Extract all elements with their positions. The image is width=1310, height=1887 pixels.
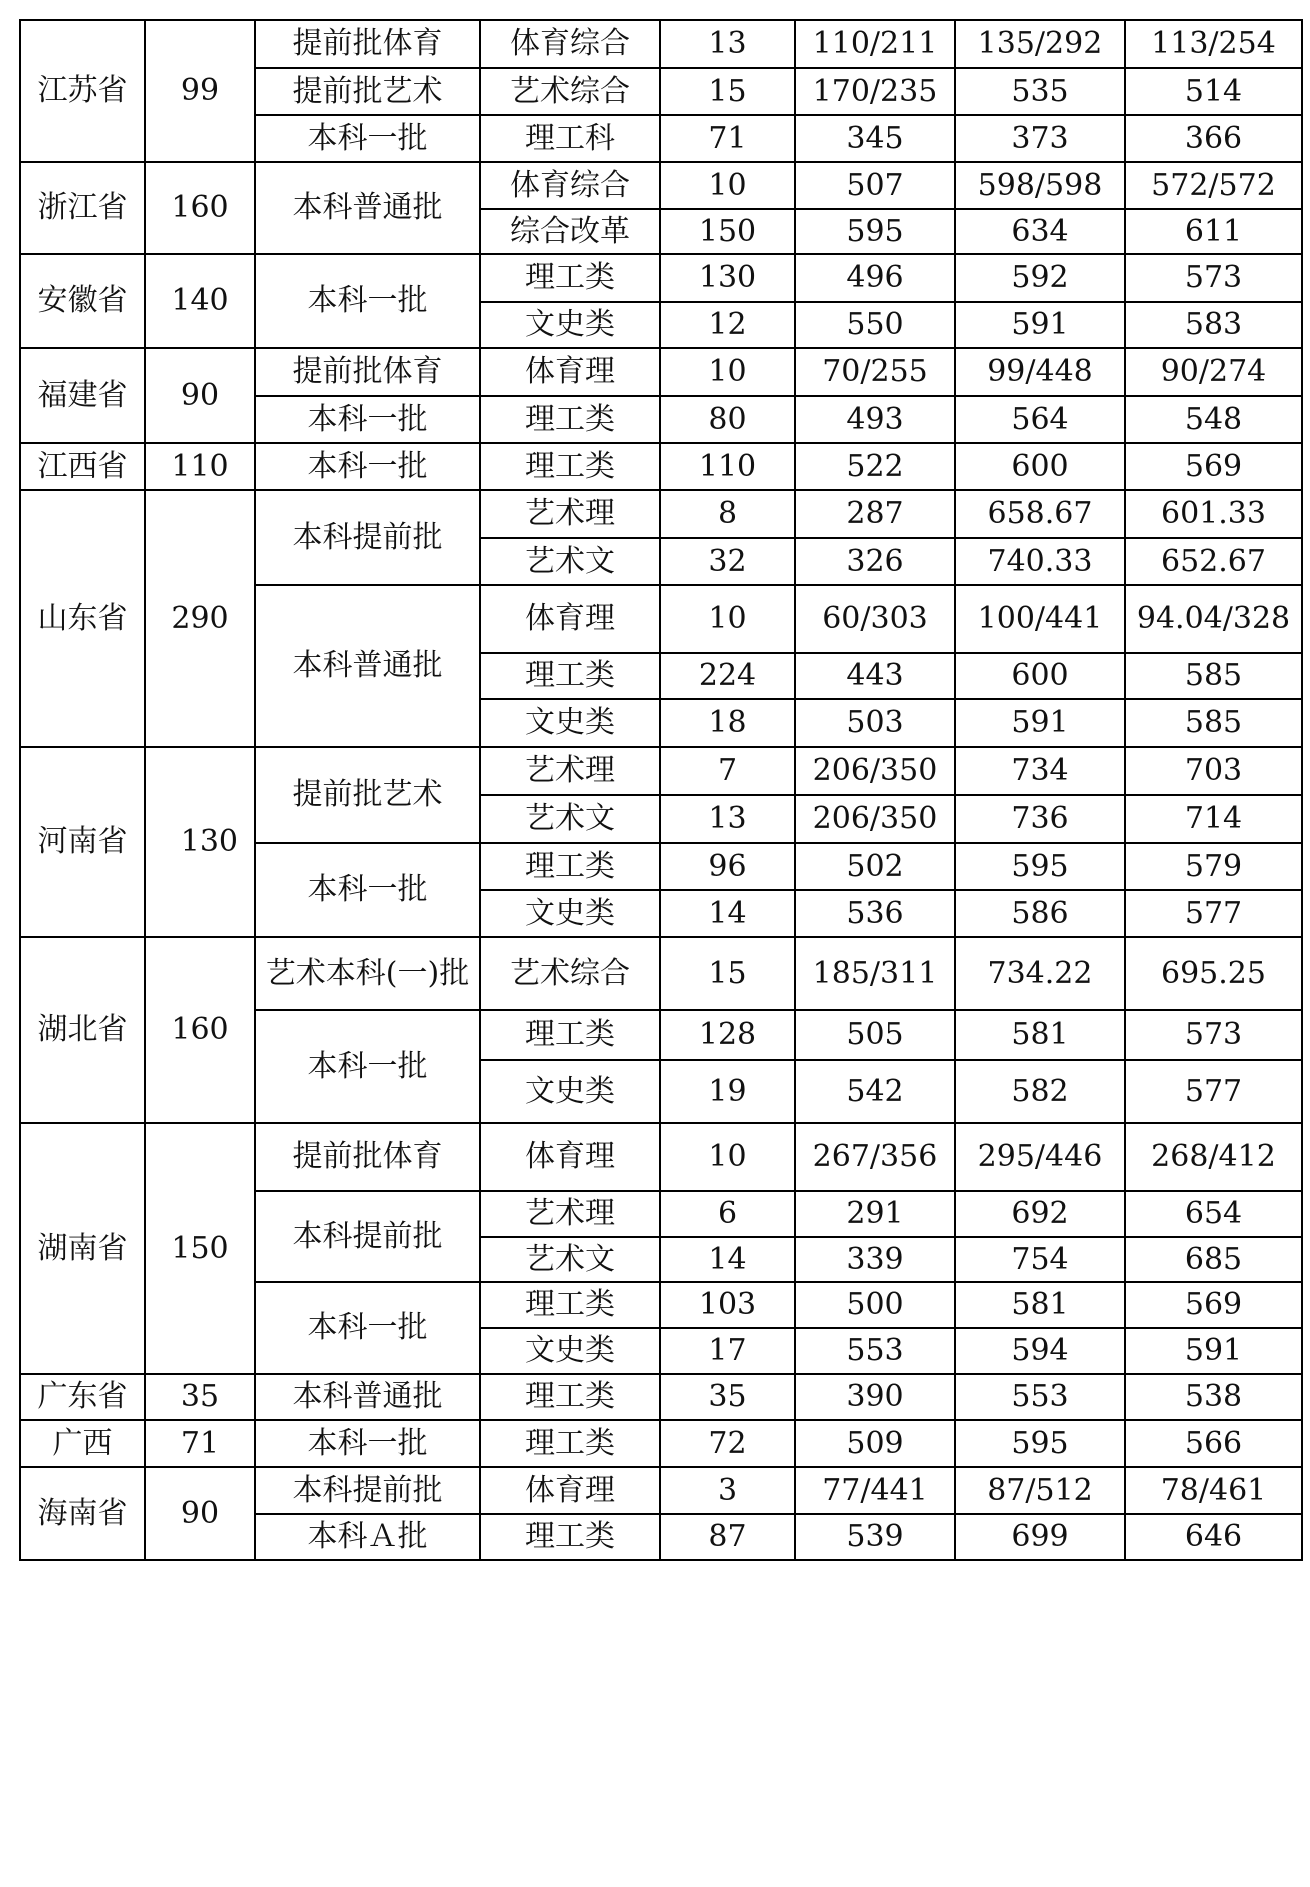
batch-cell: 本科一批: [255, 443, 480, 490]
avg-score-cell: 654: [1125, 1191, 1302, 1237]
max-score-cell: 594: [955, 1328, 1125, 1374]
max-score-cell: 135/292: [955, 20, 1125, 68]
max-score-cell: 591: [955, 699, 1125, 747]
avg-score-cell: 538: [1125, 1374, 1302, 1420]
min-score-cell: 505: [795, 1010, 955, 1060]
max-score-cell: 734: [955, 747, 1125, 795]
category-cell: 文史类: [480, 699, 660, 747]
category-cell: 体育理: [480, 1123, 660, 1191]
plan-count-cell: 13: [660, 795, 795, 843]
quota-cell: 90: [145, 1467, 255, 1560]
avg-score-cell: 583: [1125, 302, 1302, 348]
avg-score-cell: 572/572: [1125, 162, 1302, 209]
avg-score-cell: 695.25: [1125, 937, 1302, 1010]
max-score-cell: 591: [955, 302, 1125, 348]
avg-score-cell: 90/274: [1125, 348, 1302, 396]
plan-count-cell: 3: [660, 1467, 795, 1514]
province-cell: 广西: [20, 1420, 145, 1467]
quota-cell: 130: [145, 747, 255, 937]
province-cell: 海南省: [20, 1467, 145, 1560]
category-cell: 文史类: [480, 1328, 660, 1374]
avg-score-cell: 585: [1125, 699, 1302, 747]
table-row: [20, 254, 1302, 302]
province-cell: 广东省: [20, 1374, 145, 1420]
plan-count-cell: 17: [660, 1328, 795, 1374]
plan-count-cell: 110: [660, 443, 795, 490]
plan-count-cell: 128: [660, 1010, 795, 1060]
max-score-cell: 600: [955, 653, 1125, 699]
category-cell: 理工类: [480, 254, 660, 302]
min-score-cell: 550: [795, 302, 955, 348]
max-score-cell: 553: [955, 1374, 1125, 1420]
avg-score-cell: 566: [1125, 1420, 1302, 1467]
avg-score-cell: 569: [1125, 443, 1302, 490]
max-score-cell: 699: [955, 1514, 1125, 1560]
max-score-cell: 692: [955, 1191, 1125, 1237]
max-score-cell: 740.33: [955, 538, 1125, 585]
province-cell: 安徽省: [20, 254, 145, 348]
avg-score-cell: 585: [1125, 653, 1302, 699]
batch-cell: 本科一批: [255, 1010, 480, 1123]
category-cell: 理工科: [480, 115, 660, 162]
max-score-cell: 736: [955, 795, 1125, 843]
table-row: [20, 747, 1302, 795]
max-score-cell: 592: [955, 254, 1125, 302]
min-score-cell: 110/211: [795, 20, 955, 68]
category-cell: 艺术文: [480, 1237, 660, 1282]
quota-cell: 290: [145, 490, 255, 747]
batch-cell: 本科Ａ批: [255, 1514, 480, 1560]
batch-cell: 本科普通批: [255, 585, 480, 747]
min-score-cell: 539: [795, 1514, 955, 1560]
plan-count-cell: 10: [660, 585, 795, 653]
batch-cell: 本科一批: [255, 843, 480, 937]
province-cell: 江西省: [20, 443, 145, 490]
max-score-cell: 581: [955, 1282, 1125, 1328]
avg-score-cell: 514: [1125, 68, 1302, 115]
avg-score-cell: 548: [1125, 396, 1302, 443]
category-cell: 体育综合: [480, 20, 660, 68]
quota-cell: 90: [145, 348, 255, 443]
max-score-cell: 87/512: [955, 1467, 1125, 1514]
max-score-cell: 564: [955, 396, 1125, 443]
plan-count-cell: 14: [660, 1237, 795, 1282]
avg-score-cell: 113/254: [1125, 20, 1302, 68]
avg-score-cell: 579: [1125, 843, 1302, 890]
category-cell: 体育理: [480, 348, 660, 396]
avg-score-cell: 685: [1125, 1237, 1302, 1282]
batch-cell: 本科一批: [255, 396, 480, 443]
table-row: [20, 20, 1302, 68]
avg-score-cell: 591: [1125, 1328, 1302, 1374]
min-score-cell: 206/350: [795, 747, 955, 795]
category-cell: 综合改革: [480, 209, 660, 254]
min-score-cell: 185/311: [795, 937, 955, 1010]
quota-cell: 110: [145, 443, 255, 490]
plan-count-cell: 10: [660, 162, 795, 209]
category-cell: 艺术理: [480, 490, 660, 538]
category-cell: 理工类: [480, 1010, 660, 1060]
min-score-cell: 509: [795, 1420, 955, 1467]
category-cell: 艺术综合: [480, 68, 660, 115]
table-row: [20, 443, 1302, 490]
min-score-cell: 206/350: [795, 795, 955, 843]
min-score-cell: 291: [795, 1191, 955, 1237]
province-cell: 浙江省: [20, 162, 145, 254]
plan-count-cell: 10: [660, 348, 795, 396]
min-score-cell: 60/303: [795, 585, 955, 653]
batch-cell: 本科一批: [255, 254, 480, 348]
max-score-cell: 734.22: [955, 937, 1125, 1010]
max-score-cell: 595: [955, 1420, 1125, 1467]
min-score-cell: 496: [795, 254, 955, 302]
category-cell: 文史类: [480, 1060, 660, 1123]
category-cell: 艺术理: [480, 1191, 660, 1237]
category-cell: 文史类: [480, 890, 660, 937]
category-cell: 理工类: [480, 653, 660, 699]
plan-count-cell: 87: [660, 1514, 795, 1560]
table-row: [20, 1420, 1302, 1467]
batch-cell: 本科普通批: [255, 162, 480, 254]
category-cell: 体育理: [480, 585, 660, 653]
avg-score-cell: 569: [1125, 1282, 1302, 1328]
min-score-cell: 500: [795, 1282, 955, 1328]
min-score-cell: 595: [795, 209, 955, 254]
table-row: [20, 937, 1302, 1010]
province-cell: 江苏省: [20, 20, 145, 162]
plan-count-cell: 224: [660, 653, 795, 699]
batch-cell: 提前批艺术: [255, 68, 480, 115]
province-cell: 河南省: [20, 747, 145, 937]
plan-count-cell: 8: [660, 490, 795, 538]
admission-score-table: [19, 19, 1303, 1561]
min-score-cell: 443: [795, 653, 955, 699]
batch-cell: 艺术本科(一)批: [255, 937, 480, 1010]
min-score-cell: 267/356: [795, 1123, 955, 1191]
plan-count-cell: 103: [660, 1282, 795, 1328]
plan-count-cell: 15: [660, 68, 795, 115]
table-row: [20, 1123, 1302, 1191]
min-score-cell: 170/235: [795, 68, 955, 115]
avg-score-cell: 78/461: [1125, 1467, 1302, 1514]
avg-score-cell: 577: [1125, 1060, 1302, 1123]
min-score-cell: 390: [795, 1374, 955, 1420]
plan-count-cell: 12: [660, 302, 795, 348]
category-cell: 艺术文: [480, 795, 660, 843]
avg-score-cell: 703: [1125, 747, 1302, 795]
avg-score-cell: 268/412: [1125, 1123, 1302, 1191]
min-score-cell: 503: [795, 699, 955, 747]
table-row: [20, 1374, 1302, 1420]
batch-cell: 本科提前批: [255, 1191, 480, 1282]
batch-cell: 本科一批: [255, 115, 480, 162]
table-row: [20, 1467, 1302, 1514]
min-score-cell: 287: [795, 490, 955, 538]
avg-score-cell: 652.67: [1125, 538, 1302, 585]
category-cell: 文史类: [480, 302, 660, 348]
batch-cell: 本科提前批: [255, 490, 480, 585]
min-score-cell: 345: [795, 115, 955, 162]
table-body: [20, 20, 1302, 1560]
batch-cell: 提前批体育: [255, 20, 480, 68]
batch-cell: 本科普通批: [255, 1374, 480, 1420]
avg-score-cell: 573: [1125, 254, 1302, 302]
quota-cell: 160: [145, 162, 255, 254]
batch-cell: 提前批艺术: [255, 747, 480, 843]
max-score-cell: 634: [955, 209, 1125, 254]
plan-count-cell: 14: [660, 890, 795, 937]
category-cell: 体育理: [480, 1467, 660, 1514]
plan-count-cell: 96: [660, 843, 795, 890]
min-score-cell: 70/255: [795, 348, 955, 396]
table-row: [20, 490, 1302, 538]
max-score-cell: 586: [955, 890, 1125, 937]
max-score-cell: 600: [955, 443, 1125, 490]
max-score-cell: 373: [955, 115, 1125, 162]
plan-count-cell: 130: [660, 254, 795, 302]
batch-cell: 本科一批: [255, 1282, 480, 1374]
batch-cell: 本科一批: [255, 1420, 480, 1467]
min-score-cell: 502: [795, 843, 955, 890]
category-cell: 理工类: [480, 1374, 660, 1420]
max-score-cell: 99/448: [955, 348, 1125, 396]
max-score-cell: 581: [955, 1010, 1125, 1060]
province-cell: 福建省: [20, 348, 145, 443]
province-cell: 山东省: [20, 490, 145, 747]
category-cell: 艺术理: [480, 747, 660, 795]
category-cell: 理工类: [480, 396, 660, 443]
plan-count-cell: 32: [660, 538, 795, 585]
avg-score-cell: 646: [1125, 1514, 1302, 1560]
max-score-cell: 595: [955, 843, 1125, 890]
category-cell: 理工类: [480, 1420, 660, 1467]
avg-score-cell: 573: [1125, 1010, 1302, 1060]
max-score-cell: 295/446: [955, 1123, 1125, 1191]
max-score-cell: 582: [955, 1060, 1125, 1123]
category-cell: 体育综合: [480, 162, 660, 209]
plan-count-cell: 7: [660, 747, 795, 795]
max-score-cell: 100/441: [955, 585, 1125, 653]
avg-score-cell: 577: [1125, 890, 1302, 937]
avg-score-cell: 366: [1125, 115, 1302, 162]
plan-count-cell: 6: [660, 1191, 795, 1237]
min-score-cell: 77/441: [795, 1467, 955, 1514]
min-score-cell: 522: [795, 443, 955, 490]
max-score-cell: 535: [955, 68, 1125, 115]
category-cell: 艺术文: [480, 538, 660, 585]
plan-count-cell: 18: [660, 699, 795, 747]
quota-cell: 99: [145, 20, 255, 162]
plan-count-cell: 10: [660, 1123, 795, 1191]
min-score-cell: 493: [795, 396, 955, 443]
min-score-cell: 553: [795, 1328, 955, 1374]
category-cell: 理工类: [480, 843, 660, 890]
avg-score-cell: 601.33: [1125, 490, 1302, 538]
plan-count-cell: 15: [660, 937, 795, 1010]
category-cell: 艺术综合: [480, 937, 660, 1010]
avg-score-cell: 611: [1125, 209, 1302, 254]
table-row: [20, 162, 1302, 209]
avg-score-cell: 94.04/328: [1125, 585, 1302, 653]
plan-count-cell: 72: [660, 1420, 795, 1467]
plan-count-cell: 19: [660, 1060, 795, 1123]
min-score-cell: 507: [795, 162, 955, 209]
category-cell: 理工类: [480, 1282, 660, 1328]
province-cell: 湖北省: [20, 937, 145, 1123]
plan-count-cell: 150: [660, 209, 795, 254]
plan-count-cell: 13: [660, 20, 795, 68]
table-row: [20, 348, 1302, 396]
max-score-cell: 658.67: [955, 490, 1125, 538]
min-score-cell: 326: [795, 538, 955, 585]
min-score-cell: 536: [795, 890, 955, 937]
quota-cell: 71: [145, 1420, 255, 1467]
quota-cell: 35: [145, 1374, 255, 1420]
plan-count-cell: 35: [660, 1374, 795, 1420]
plan-count-cell: 80: [660, 396, 795, 443]
plan-count-cell: 71: [660, 115, 795, 162]
batch-cell: 本科提前批: [255, 1467, 480, 1514]
province-cell: 湖南省: [20, 1123, 145, 1374]
batch-cell: 提前批体育: [255, 1123, 480, 1191]
max-score-cell: 754: [955, 1237, 1125, 1282]
max-score-cell: 598/598: [955, 162, 1125, 209]
min-score-cell: 542: [795, 1060, 955, 1123]
quota-cell: 140: [145, 254, 255, 348]
quota-cell: 150: [145, 1123, 255, 1374]
avg-score-cell: 714: [1125, 795, 1302, 843]
category-cell: 理工类: [480, 443, 660, 490]
batch-cell: 提前批体育: [255, 348, 480, 396]
min-score-cell: 339: [795, 1237, 955, 1282]
category-cell: 理工类: [480, 1514, 660, 1560]
quota-cell: 160: [145, 937, 255, 1123]
